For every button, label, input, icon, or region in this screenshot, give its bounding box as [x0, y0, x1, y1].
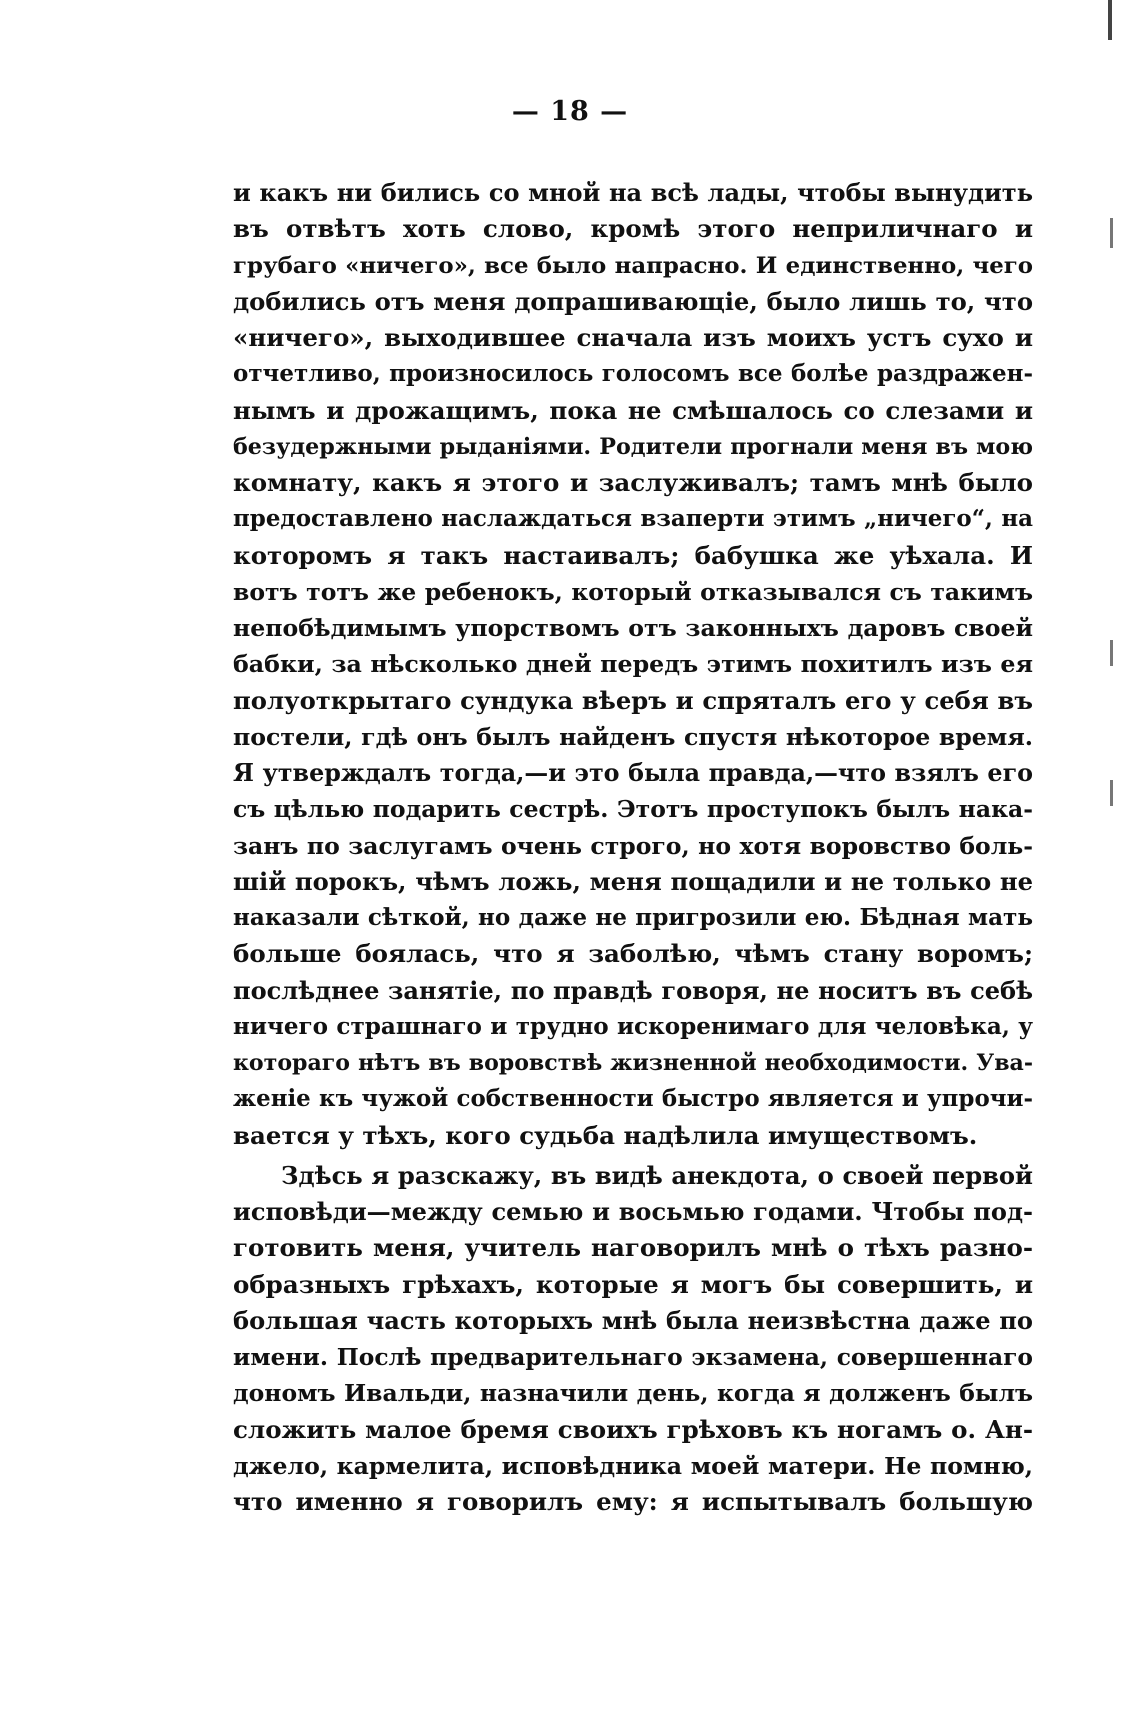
text-line: вотъ тотъ же ребенокъ, который отказывался съ такимъ: [233, 577, 1033, 606]
text-line: съ цѣлью подарить сестрѣ. Этотъ проступокъ былъ нака-: [233, 795, 1033, 824]
text-line: добились отъ меня допрашивающіе, было лишь то, что: [233, 286, 1033, 316]
text-line: женіе къ чужой собственности быстро является и упрочи-: [233, 1085, 1033, 1113]
text-line: дономъ Ивальди, назначили день, когда я долженъ былъ: [233, 1379, 1033, 1408]
text-line: полуоткрытаго сундука вѣеръ и спряталъ его у себя въ: [233, 685, 1033, 715]
text-line: готовить меня, учитель наговорилъ мнѣ о тѣхъ разно-: [233, 1233, 1033, 1263]
text-line: постели, гдѣ онъ былъ найденъ спустя нѣкоторое время.: [233, 722, 1033, 751]
text-line: «ничего», выходившее сначала изъ моихъ устъ сухо и: [233, 323, 1033, 352]
text-line: большая часть которыхъ мнѣ была неизвѣстна даже по: [233, 1305, 1033, 1335]
text-line: занъ по заслугамъ очень строго, но хотя воровство боль-: [233, 831, 1033, 860]
text-line: предоставлено наслаждаться взаперти этимъ „ничего“, на: [233, 505, 1033, 533]
text-line: что именно я говорилъ ему: я испытывалъ большую: [233, 1487, 1033, 1516]
text-line: шій порокъ, чѣмъ ложь, меня пощадили и не только не: [233, 866, 1033, 896]
text-line: вается у тѣхъ, кого судьба надѣлила имуществомъ.: [233, 1120, 978, 1150]
text-line: которомъ я такъ настаивалъ; бабушка же уѣхала. И: [233, 540, 1033, 570]
text-line: джело, кармелита, исповѣдника моей матери. Не помню,: [233, 1451, 1033, 1480]
text-line: послѣднее занятіе, по правдѣ говоря, не носитъ въ себѣ: [233, 975, 1033, 1005]
text-line: и какъ ни бились со мной на всѣ лады, чтобы вынудить: [233, 178, 1033, 207]
page-body: [233, 175, 1033, 1520]
paragraph-2: [233, 1158, 1033, 1521]
text-line: исповѣди—между семью и восьмью годами. Чтобы под-: [233, 1197, 1033, 1226]
text-line: грубаго «ничего», все было напрасно. И единственно, чего: [233, 252, 1033, 279]
text-line: безудержными рыданіями. Родители прогнали меня въ мою: [233, 433, 1033, 460]
text-line: комнату, какъ я этого и заслуживалъ; тамъ мнѣ было: [233, 468, 1033, 497]
text-line: нымъ и дрожащимъ, пока не смѣшалось со слезами и: [233, 395, 1033, 425]
page-edge-rule: [1108, 0, 1112, 40]
text-line: отчетливо, произносилось голосомъ все болѣе раздражен-: [233, 360, 1033, 388]
text-line: имени. Послѣ предварительнаго экзамена, совершеннаго: [233, 1343, 1033, 1371]
text-line: Здѣсь я разскажу, въ видѣ анекдота, о своей первой: [281, 1160, 1033, 1190]
text-line: наказали сѣткой, но даже не пригрозили ею. Бѣдная мать: [233, 904, 1033, 931]
text-line: сложить малое бремя своихъ грѣховъ къ ногамъ о. Ан-: [233, 1414, 1033, 1444]
margin-mark: [1110, 640, 1113, 666]
margin-mark: [1110, 218, 1113, 248]
paragraph-1: [233, 175, 1033, 1154]
margin-mark: [1110, 780, 1113, 806]
page-number: — 18 —: [511, 96, 629, 127]
text-line: бабки, за нѣсколько дней передъ этимъ похитилъ изъ ея: [233, 650, 1033, 679]
text-line: непобѣдимымъ упорствомъ отъ законныхъ даровъ своей: [233, 614, 1033, 642]
text-line: ничего страшнаго и трудно искоренимаго для человѣка, у: [233, 1012, 1033, 1040]
text-line: Я утверждалъ тогда,—и это была правда,—что взялъ его: [233, 759, 1033, 787]
text-line: въ отвѣтъ хоть слово, кромѣ этого неприличнаго и: [233, 214, 1033, 244]
text-line: котораго нѣтъ въ воровствѣ жизненной необходимости. Ува-: [233, 1050, 1033, 1076]
text-line: больше боялась, что я заболѣю, чѣмъ стану воромъ;: [233, 939, 1033, 969]
text-line: образныхъ грѣхахъ, которые я могъ бы совершить, и: [233, 1269, 1033, 1299]
